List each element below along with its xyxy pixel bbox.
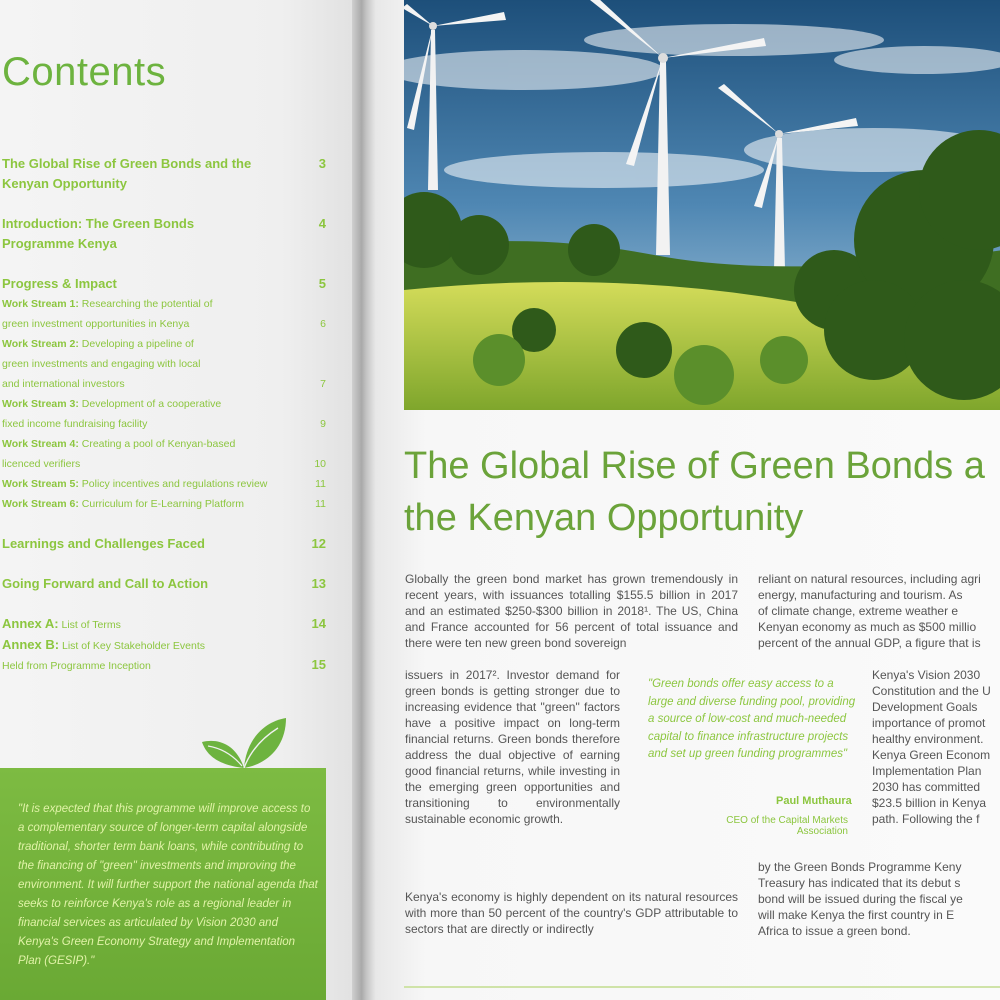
body-line: Constitution and the U bbox=[872, 684, 991, 698]
contents-title: Contents bbox=[2, 50, 167, 94]
toc-entry-label: Creating a pool of Kenyan-based licenced verifiers bbox=[2, 438, 236, 470]
toc-entry-label: Going Forward and Call to Action bbox=[2, 576, 209, 591]
toc-entry[interactable] bbox=[2, 214, 330, 254]
body-line: Africa to issue a green bond. bbox=[758, 924, 911, 938]
leaf-icon bbox=[200, 716, 290, 768]
body-line: by the Green Bonds Programme Keny bbox=[758, 860, 962, 874]
toc-work-stream: Work Stream 2: bbox=[2, 338, 79, 350]
toc-work-stream: Work Stream 1: bbox=[2, 298, 79, 310]
toc-page-number: 3 bbox=[318, 156, 326, 171]
toc-entry-label: Curriculum for E-Learning Platform bbox=[81, 498, 244, 510]
toc-page-number: 15 bbox=[311, 657, 326, 672]
body-line: 2030 has committed bbox=[872, 780, 981, 794]
toc-work-stream: Work Stream 5: bbox=[2, 478, 79, 490]
body-line: path. Following the f bbox=[872, 812, 980, 826]
toc-work-stream: Work Stream 3: bbox=[2, 398, 79, 410]
toc-entry[interactable] bbox=[2, 274, 330, 294]
toc-entry[interactable] bbox=[2, 614, 330, 635]
right-page bbox=[376, 0, 1000, 1000]
toc-entry-label: Developing a pipeline of green investments and engaging with local and international investors bbox=[2, 338, 201, 390]
footer-rule bbox=[404, 986, 1000, 988]
toc-page-number: 13 bbox=[311, 576, 326, 591]
toc-page-number: 6 bbox=[320, 318, 326, 330]
toc-entry-label: Development of a cooperative fixed income fundraising facility bbox=[2, 398, 222, 430]
toc-entry[interactable] bbox=[2, 574, 330, 594]
toc-work-stream: Work Stream 6: bbox=[2, 498, 79, 510]
toc-page-number: 14 bbox=[311, 616, 326, 631]
toc-entry-label: Learnings and Challenges Faced bbox=[2, 536, 205, 551]
article-title bbox=[404, 440, 1000, 544]
toc-entry-label: Progress & Impact bbox=[2, 276, 117, 291]
toc-entry-label: The Global Rise of Green Bonds and the Kenyan Opportunity bbox=[2, 156, 252, 191]
body-line: Kenyan economy as much as $500 millio bbox=[758, 620, 977, 634]
body-line: $23.5 billion in Kenya bbox=[872, 796, 987, 810]
toc-entry-label: List of Terms bbox=[61, 619, 121, 631]
toc-page-number: 5 bbox=[318, 276, 326, 291]
article-title-line-1: The Global Rise of Green Bonds a bbox=[404, 445, 985, 487]
body-line: will make Kenya the first country in E bbox=[758, 908, 955, 922]
toc-entry[interactable] bbox=[2, 534, 330, 554]
toc-work-stream: Work Stream 4: bbox=[2, 438, 79, 450]
pull-quote: "Green bonds offer easy access to a large and diverse funding pool, providing a source of low-cost and much-needed capital to finance infrastructure projects and set up green funding programmes" bbox=[648, 678, 856, 761]
toc-entry[interactable] bbox=[2, 635, 330, 676]
toc-entry[interactable] bbox=[2, 334, 330, 394]
body-paragraph: Kenya's economy is highly dependent on its natural resources with more than 50 percent of the country's GDP attributable to sectors that are directly or indirectly bbox=[405, 890, 738, 936]
body-paragraph: Globally the green bond market has grown tremendously in recent years, with issuances totalling $155.5 billion in 2017 and an estimated $250-$300 billion in 2018¹. The US, China and France accounted for 56 percent of total issuance and there were ten new green bond sovereign bbox=[405, 572, 738, 650]
body-line: percent of the annual GDP, a figure that is bbox=[758, 636, 981, 650]
toc-entry[interactable] bbox=[2, 394, 330, 434]
body-line: healthy environment. bbox=[872, 732, 984, 746]
quote-box bbox=[0, 768, 326, 1000]
toc-entry[interactable] bbox=[2, 154, 330, 194]
toc-entry-label: List of Key Stakeholder Events Held from Programme Inception bbox=[2, 640, 205, 672]
body-paragraph: issuers in 2017². Investor demand for green bonds is getting stronger due to increasing evidence that "green" factors have a positive impact on long-term financial returns. Green bonds therefore address the dual objective of earning good financial returns, while investing in the emerging green opportunities and transitioning to environmentally sustainable economic growth. bbox=[405, 668, 620, 826]
body-line: energy, manufacturing and tourism. As bbox=[758, 588, 963, 602]
toc-page-number: 11 bbox=[315, 498, 326, 510]
pull-quote-role: CEO of the Capital Markets Association bbox=[726, 815, 848, 837]
body-line: bond will be issued during the fiscal ye bbox=[758, 892, 963, 906]
body-line: Treasury has indicated that its debut s bbox=[758, 876, 961, 890]
toc-entry[interactable] bbox=[2, 474, 330, 494]
pull-quote-author: Paul Muthaura bbox=[776, 795, 852, 807]
body-line: Kenya's Vision 2030 bbox=[872, 668, 981, 682]
toc-work-stream: Annex A: bbox=[2, 616, 59, 631]
toc-entry-label: Introduction: The Green Bonds Programme Kenya bbox=[2, 216, 195, 251]
toc-page-number: 12 bbox=[311, 536, 326, 551]
body-line: Kenya Green Econom bbox=[872, 748, 991, 762]
wind-turbine-landscape-image bbox=[404, 0, 1000, 410]
toc-entry-label-wrap bbox=[2, 494, 282, 514]
toc-entry[interactable] bbox=[2, 494, 330, 514]
toc-page-number: 10 bbox=[314, 458, 326, 470]
quote-box-text: "It is expected that this programme will improve access to a complementary source of longer-term capital alongside traditional, shorter term bank loans, while contributing to the financing of "green" investments and improving the environment. It will further support the national agenda that seeks to reinforce Kenya's role as a regional leader in financial services as articulated by Vision 2030 and Kenya's Green Economy Strategy and Implementation Plan (GESIP)." bbox=[18, 803, 318, 967]
body-column-right-top bbox=[758, 571, 1000, 651]
left-page bbox=[0, 0, 352, 1000]
table-of-contents bbox=[2, 154, 330, 676]
body-line: of climate change, extreme weather e bbox=[758, 604, 959, 618]
toc-page-number: 7 bbox=[320, 378, 326, 390]
article-title-line-2: the Kenyan Opportunity bbox=[404, 497, 804, 539]
body-line: importance of promot bbox=[872, 716, 986, 730]
body-column-right-bottom bbox=[758, 859, 1000, 939]
toc-page-number: 11 bbox=[315, 478, 326, 490]
toc-entry[interactable] bbox=[2, 294, 330, 334]
body-line: Development Goals bbox=[872, 700, 978, 714]
body-line: Implementation Plan bbox=[872, 764, 982, 778]
toc-work-stream: Annex B: bbox=[2, 637, 60, 652]
toc-entry-label: Researching the potential of green investment opportunities in Kenya bbox=[2, 298, 213, 330]
body-line: reliant on natural resources, including agri bbox=[758, 572, 981, 586]
toc-entry[interactable] bbox=[2, 434, 330, 474]
body-column-right-mid bbox=[872, 667, 1000, 827]
toc-page-number: 4 bbox=[318, 216, 326, 231]
toc-entry-label-wrap bbox=[2, 474, 282, 494]
book-spine bbox=[352, 0, 376, 1000]
toc-page-number: 9 bbox=[320, 418, 326, 430]
toc-entry-label: Policy incentives and regulations review bbox=[81, 478, 268, 490]
